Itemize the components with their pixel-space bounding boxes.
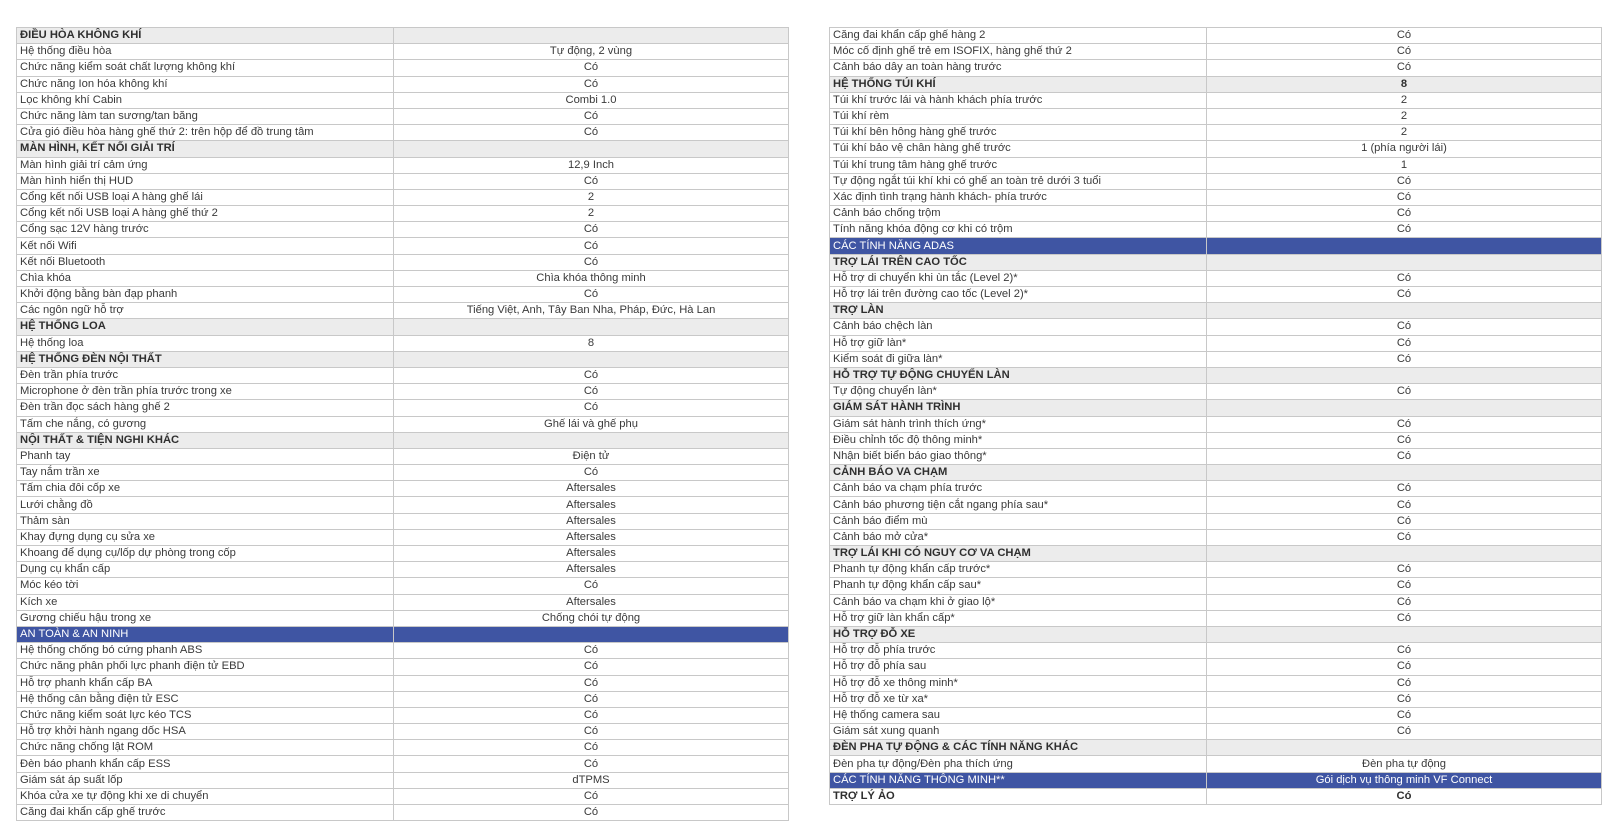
spec-row	[17, 270, 789, 286]
spec-label: HỖ TRỢ TỰ ĐỘNG CHUYỂN LÀN	[830, 367, 1207, 383]
spec-row	[830, 173, 1602, 189]
spec-label: TRỢ LÀN	[830, 303, 1207, 319]
spec-label: Hỗ trợ đỗ xe từ xa*	[830, 691, 1207, 707]
spec-label: Dụng cụ khẩn cấp	[17, 562, 394, 578]
spec-label: Hỗ trợ đỗ phía sau	[830, 659, 1207, 675]
spec-row	[830, 513, 1602, 529]
spec-row	[17, 108, 789, 124]
spec-value: dTPMS	[394, 772, 789, 788]
spec-value: Có	[394, 740, 789, 756]
spec-label: Hỗ trợ phanh khẩn cấp BA	[17, 675, 394, 691]
spec-label: Đèn báo phanh khẩn cấp ESS	[17, 756, 394, 772]
spec-value: Có	[394, 254, 789, 270]
spec-row	[17, 157, 789, 173]
spec-row	[17, 546, 789, 562]
spec-label: Hỗ trợ khởi hành ngang dốc HSA	[17, 724, 394, 740]
spec-value	[394, 351, 789, 367]
spec-label: Cảnh báo va chạm khi ở giao lộ*	[830, 594, 1207, 610]
spec-label: Tự động ngắt túi khí khi có ghế an toàn trẻ dưới 3 tuổi	[830, 173, 1207, 189]
spec-value: Có	[394, 691, 789, 707]
spec-row	[17, 44, 789, 60]
spec-value: Có	[1207, 60, 1602, 76]
spec-label: Căng đai khẩn cấp ghế hàng 2	[830, 28, 1207, 44]
spec-row	[17, 254, 789, 270]
spec-value: 2	[394, 206, 789, 222]
spec-row	[830, 189, 1602, 205]
spec-label: Cảnh báo mở cửa*	[830, 529, 1207, 545]
spec-row	[17, 756, 789, 772]
spec-value	[394, 626, 789, 642]
spec-label: NỘI THẤT & TIỆN NGHI KHÁC	[17, 432, 394, 448]
spec-value: Có	[1207, 432, 1602, 448]
spec-value: Có	[1207, 28, 1602, 44]
spec-value	[394, 141, 789, 157]
spec-row	[17, 222, 789, 238]
spec-label: Khởi động bằng bàn đạp phanh	[17, 287, 394, 303]
spec-label: Các ngôn ngữ hỗ trợ	[17, 303, 394, 319]
spec-label: Hệ thống chống bó cứng phanh ABS	[17, 643, 394, 659]
spec-row	[830, 416, 1602, 432]
spec-value: 2	[1207, 125, 1602, 141]
spec-value: 1 (phía người lái)	[1207, 141, 1602, 157]
spec-label: Kiểm soát đi giữa làn*	[830, 351, 1207, 367]
section-header-row	[17, 319, 789, 335]
spec-label: Cảnh báo chống trộm	[830, 206, 1207, 222]
spec-label: Hệ thống điều hòa	[17, 44, 394, 60]
section-header-row	[830, 303, 1602, 319]
spec-value: Có	[394, 173, 789, 189]
spec-value: Có	[394, 384, 789, 400]
spec-label: Tấm che nắng, có gương	[17, 416, 394, 432]
spec-row	[830, 675, 1602, 691]
spec-label: CÁC TÍNH NĂNG THÔNG MINH**	[830, 772, 1207, 788]
spec-label: Hỗ trợ đỗ phía trước	[830, 643, 1207, 659]
spec-value	[394, 319, 789, 335]
spec-row	[17, 724, 789, 740]
section-header-row	[830, 546, 1602, 562]
spec-row	[17, 513, 789, 529]
spec-label: Kết nối Wifi	[17, 238, 394, 254]
left-spec-table	[16, 27, 789, 821]
spec-label: TRỢ LÁI TRÊN CAO TỐC	[830, 254, 1207, 270]
spec-label: Cổng sạc 12V hàng trước	[17, 222, 394, 238]
spec-value	[1207, 303, 1602, 319]
spec-label: Phanh tự động khẩn cấp sau*	[830, 578, 1207, 594]
section-banner-row	[830, 772, 1602, 788]
spec-row	[17, 659, 789, 675]
spec-row	[830, 643, 1602, 659]
spec-row	[17, 76, 789, 92]
spec-value: Có	[394, 724, 789, 740]
spec-row	[17, 578, 789, 594]
spec-label: Phanh tự động khẩn cấp trước*	[830, 562, 1207, 578]
spec-value: Có	[394, 400, 789, 416]
spec-value: Có	[1207, 529, 1602, 545]
spec-value: Có	[394, 76, 789, 92]
spec-value: 2	[1207, 92, 1602, 108]
spec-row	[17, 173, 789, 189]
spec-value	[1207, 367, 1602, 383]
spec-row	[17, 92, 789, 108]
spec-value: 2	[1207, 108, 1602, 124]
spec-value: Có	[394, 287, 789, 303]
spec-row	[17, 287, 789, 303]
spec-row	[17, 691, 789, 707]
spec-value: Có	[1207, 724, 1602, 740]
spec-value: Có	[394, 238, 789, 254]
spec-value: Có	[394, 805, 789, 821]
spec-value: 12,9 Inch	[394, 157, 789, 173]
spec-row	[830, 448, 1602, 464]
spec-value: Có	[1207, 206, 1602, 222]
spec-value: Chìa khóa thông minh	[394, 270, 789, 286]
spec-value: Aftersales	[394, 546, 789, 562]
spec-row	[17, 465, 789, 481]
spec-label: Chức năng chống lật ROM	[17, 740, 394, 756]
spec-row	[17, 497, 789, 513]
spec-label: Cổng kết nối USB loại A hàng ghế thứ 2	[17, 206, 394, 222]
spec-label: Căng đai khẩn cấp ghế trước	[17, 805, 394, 821]
spec-row	[17, 60, 789, 76]
spec-row	[830, 691, 1602, 707]
spec-label: Khay đựng dụng cụ sửa xe	[17, 529, 394, 545]
spec-value: Có	[1207, 562, 1602, 578]
left-spec-table-body	[17, 28, 789, 821]
spec-value: Có	[394, 643, 789, 659]
spec-value: Có	[1207, 173, 1602, 189]
spec-value: Có	[1207, 788, 1602, 804]
spec-value: Tiếng Việt, Anh, Tây Ban Nha, Pháp, Đức, Hà Lan	[394, 303, 789, 319]
spec-value: Có	[394, 675, 789, 691]
spec-row	[17, 772, 789, 788]
spec-row	[17, 367, 789, 383]
spec-row	[830, 92, 1602, 108]
spec-label: Hỗ trợ đỗ xe thông minh*	[830, 675, 1207, 691]
spec-row	[17, 125, 789, 141]
spec-row	[830, 319, 1602, 335]
spec-label: Túi khí trung tâm hàng ghế trước	[830, 157, 1207, 173]
section-banner-row	[17, 626, 789, 642]
spec-value	[394, 28, 789, 44]
spec-value: Aftersales	[394, 594, 789, 610]
spec-label: Giám sát hành trình thích ứng*	[830, 416, 1207, 432]
spec-value	[1207, 546, 1602, 562]
spec-value: Có	[1207, 594, 1602, 610]
spec-label: Lọc không khí Cabin	[17, 92, 394, 108]
spec-label: TRỢ LÝ ẢO	[830, 788, 1207, 804]
spec-value: Có	[1207, 351, 1602, 367]
spec-row	[830, 125, 1602, 141]
section-header-row	[17, 141, 789, 157]
spec-value: Có	[394, 222, 789, 238]
spec-label: Gương chiếu hậu trong xe	[17, 610, 394, 626]
spec-value: Có	[394, 707, 789, 723]
spec-row	[830, 287, 1602, 303]
spec-value: Có	[1207, 643, 1602, 659]
spec-value: Tự động, 2 vùng	[394, 44, 789, 60]
spec-value: Có	[1207, 481, 1602, 497]
spec-value: Có	[394, 465, 789, 481]
spec-label: Túi khí rèm	[830, 108, 1207, 124]
spec-value: Có	[394, 60, 789, 76]
spec-label: Chức năng kiểm soát chất lượng không khí	[17, 60, 394, 76]
spec-label: Tay nắm trần xe	[17, 465, 394, 481]
spec-label: Chức năng kiểm soát lực kéo TCS	[17, 707, 394, 723]
spec-label: Hỗ trợ giữ làn khẩn cấp*	[830, 610, 1207, 626]
spec-row	[830, 270, 1602, 286]
section-header-row	[830, 788, 1602, 804]
spec-value: 8	[394, 335, 789, 351]
spec-label: Móc kéo tời	[17, 578, 394, 594]
spec-label: Đèn trần đọc sách hàng ghế 2	[17, 400, 394, 416]
spec-value: Có	[1207, 287, 1602, 303]
spec-label: HỆ THỐNG TÚI KHÍ	[830, 76, 1207, 92]
spec-row	[17, 448, 789, 464]
spec-label: CẢNH BÁO VA CHẠM	[830, 465, 1207, 481]
spec-row	[830, 432, 1602, 448]
spec-row	[830, 108, 1602, 124]
spec-row	[830, 578, 1602, 594]
section-header-row	[830, 400, 1602, 416]
right-spec-table	[829, 27, 1602, 805]
spec-label: Chức năng Ion hóa không khí	[17, 76, 394, 92]
spec-value: Có	[394, 578, 789, 594]
spec-label: HỆ THỐNG ĐÈN NỘI THẤT	[17, 351, 394, 367]
spec-value: Có	[394, 788, 789, 804]
spec-value: Có	[394, 756, 789, 772]
spec-row	[830, 707, 1602, 723]
spec-value: Aftersales	[394, 497, 789, 513]
spec-row	[17, 805, 789, 821]
spec-value: Có	[1207, 675, 1602, 691]
spec-value: Chống chói tự động	[394, 610, 789, 626]
spec-value: Có	[1207, 578, 1602, 594]
spec-row	[830, 157, 1602, 173]
spec-value	[1207, 400, 1602, 416]
spec-label: Móc cố định ghế trẻ em ISOFIX, hàng ghế thứ 2	[830, 44, 1207, 60]
section-header-row	[830, 465, 1602, 481]
spec-value: Có	[1207, 416, 1602, 432]
spec-label: Khóa cửa xe tự động khi xe di chuyển	[17, 788, 394, 804]
spec-row	[17, 189, 789, 205]
spec-value: Aftersales	[394, 513, 789, 529]
spec-label: Cảnh báo dây an toàn hàng trước	[830, 60, 1207, 76]
spec-label: Màn hình hiển thị HUD	[17, 173, 394, 189]
spec-value: Có	[1207, 222, 1602, 238]
spec-label: Cửa gió điều hòa hàng ghế thứ 2: trên hộp để đồ trung tâm	[17, 125, 394, 141]
spec-label: Điều chỉnh tốc độ thông minh*	[830, 432, 1207, 448]
spec-value: Có	[1207, 610, 1602, 626]
spec-value: Có	[1207, 659, 1602, 675]
spec-row	[17, 384, 789, 400]
spec-value: Có	[1207, 270, 1602, 286]
spec-row	[830, 206, 1602, 222]
spec-label: Tính năng khóa động cơ khi có trộm	[830, 222, 1207, 238]
spec-value: Aftersales	[394, 562, 789, 578]
spec-label: Đèn trần phía trước	[17, 367, 394, 383]
spec-value: Có	[394, 367, 789, 383]
spec-label: Cổng kết nối USB loại A hàng ghế lái	[17, 189, 394, 205]
spec-label: ĐIỀU HÒA KHÔNG KHÍ	[17, 28, 394, 44]
spec-value: 1	[1207, 157, 1602, 173]
spec-label: Chìa khóa	[17, 270, 394, 286]
spec-label: Nhận biết biển báo giao thông*	[830, 448, 1207, 464]
spec-row	[830, 529, 1602, 545]
spec-label: Hỗ trợ lái trên đường cao tốc (Level 2)*	[830, 287, 1207, 303]
spec-label: TRỢ LÁI KHI CÓ NGUY CƠ VA CHẠM	[830, 546, 1207, 562]
spec-row	[830, 351, 1602, 367]
spec-value: Có	[1207, 497, 1602, 513]
section-header-row	[830, 367, 1602, 383]
spec-row	[17, 335, 789, 351]
spec-label: Cảnh báo phương tiện cắt ngang phía sau*	[830, 497, 1207, 513]
spec-row	[830, 28, 1602, 44]
spec-label: Túi khí bảo vệ chân hàng ghế trước	[830, 141, 1207, 157]
spec-label: Kết nối Bluetooth	[17, 254, 394, 270]
spec-label: ĐÈN PHA TỰ ĐỘNG & CÁC TÍNH NĂNG KHÁC	[830, 740, 1207, 756]
section-header-row	[17, 351, 789, 367]
right-spec-table-body	[830, 28, 1602, 805]
spec-value: 8	[1207, 76, 1602, 92]
spec-value	[1207, 626, 1602, 642]
spec-row	[830, 756, 1602, 772]
spec-value: Gói dịch vụ thông minh VF Connect	[1207, 772, 1602, 788]
section-banner-row	[830, 238, 1602, 254]
spec-value: Đèn pha tự động	[1207, 756, 1602, 772]
spec-label: Hỗ trợ giữ làn*	[830, 335, 1207, 351]
spec-label: Microphone ở đèn trần phía trước trong xe	[17, 384, 394, 400]
spec-label: Chức năng làm tan sương/tan băng	[17, 108, 394, 124]
spec-value: Aftersales	[394, 529, 789, 545]
section-header-row	[830, 740, 1602, 756]
spec-label: Tự động chuyển làn*	[830, 384, 1207, 400]
spec-row	[17, 740, 789, 756]
spec-row	[830, 594, 1602, 610]
spec-label: MÀN HÌNH, KẾT NỐI GIẢI TRÍ	[17, 141, 394, 157]
spec-row	[830, 497, 1602, 513]
spec-value	[394, 432, 789, 448]
spec-label: Tấm chia đôi cốp xe	[17, 481, 394, 497]
spec-value: Có	[1207, 189, 1602, 205]
spec-value	[1207, 465, 1602, 481]
spec-label: HỖ TRỢ ĐỖ XE	[830, 626, 1207, 642]
spec-value: Điện tử	[394, 448, 789, 464]
spec-value: Có	[1207, 319, 1602, 335]
spec-label: Hệ thống cân bằng điện tử ESC	[17, 691, 394, 707]
spec-label: Khoang để dụng cụ/lốp dự phòng trong cốp	[17, 546, 394, 562]
section-header-row	[830, 254, 1602, 270]
spec-value: Có	[394, 125, 789, 141]
spec-value: Có	[394, 659, 789, 675]
spec-label: Kích xe	[17, 594, 394, 610]
spec-label: Đèn pha tự động/Đèn pha thích ứng	[830, 756, 1207, 772]
spec-row	[17, 238, 789, 254]
spec-row	[830, 659, 1602, 675]
spec-row	[17, 400, 789, 416]
spec-value: Có	[1207, 513, 1602, 529]
spec-row	[17, 562, 789, 578]
spec-row	[830, 44, 1602, 60]
spec-row	[17, 303, 789, 319]
spec-row	[830, 610, 1602, 626]
spec-label: Lưới chằng đồ	[17, 497, 394, 513]
spec-label: GIÁM SÁT HÀNH TRÌNH	[830, 400, 1207, 416]
spec-value: Có	[1207, 335, 1602, 351]
spec-value	[1207, 254, 1602, 270]
spec-value: Ghế lái và ghế phụ	[394, 416, 789, 432]
spec-label: Cảnh báo điểm mù	[830, 513, 1207, 529]
spec-row	[830, 60, 1602, 76]
spec-label: Giám sát xung quanh	[830, 724, 1207, 740]
section-header-row	[17, 28, 789, 44]
spec-row	[17, 788, 789, 804]
spec-row	[17, 206, 789, 222]
spec-row	[17, 529, 789, 545]
spec-label: AN TOÀN & AN NINH	[17, 626, 394, 642]
spec-value: Aftersales	[394, 481, 789, 497]
spec-label: Cảnh báo chệch làn	[830, 319, 1207, 335]
spec-label: HỆ THỐNG LOA	[17, 319, 394, 335]
spec-value: 2	[394, 189, 789, 205]
section-header-row	[17, 432, 789, 448]
spec-row	[17, 707, 789, 723]
spec-value: Có	[1207, 384, 1602, 400]
spec-row	[830, 481, 1602, 497]
spec-row	[17, 675, 789, 691]
spec-row	[830, 335, 1602, 351]
spec-label: Cảnh báo va chạm phía trước	[830, 481, 1207, 497]
section-header-row	[830, 76, 1602, 92]
spec-row	[830, 562, 1602, 578]
spec-row	[17, 643, 789, 659]
spec-row	[17, 610, 789, 626]
spec-label: Màn hình giải trí cảm ứng	[17, 157, 394, 173]
spec-label: Túi khí trước lái và hành khách phía trước	[830, 92, 1207, 108]
spec-value: Có	[394, 108, 789, 124]
spec-row	[17, 416, 789, 432]
spec-label: Chức năng phân phối lực phanh điện tử EBD	[17, 659, 394, 675]
spec-row	[17, 594, 789, 610]
spec-value: Combi 1.0	[394, 92, 789, 108]
spec-label: Hỗ trợ di chuyển khi ùn tắc (Level 2)*	[830, 270, 1207, 286]
spec-value: Có	[1207, 691, 1602, 707]
spec-row	[830, 384, 1602, 400]
spec-label: CÁC TÍNH NĂNG ADAS	[830, 238, 1207, 254]
spec-value	[1207, 740, 1602, 756]
spec-label: Hệ thống camera sau	[830, 707, 1207, 723]
spec-label: Thảm sàn	[17, 513, 394, 529]
spec-label: Phanh tay	[17, 448, 394, 464]
section-header-row	[830, 626, 1602, 642]
spec-value: Có	[1207, 44, 1602, 60]
spec-row	[830, 141, 1602, 157]
spec-label: Túi khí bên hông hàng ghế trước	[830, 125, 1207, 141]
spec-value: Có	[1207, 707, 1602, 723]
spec-value	[1207, 238, 1602, 254]
spec-row	[830, 724, 1602, 740]
spec-value: Có	[1207, 448, 1602, 464]
spec-row	[17, 481, 789, 497]
spec-label: Xác định tình trạng hành khách- phía trước	[830, 189, 1207, 205]
spec-label: Giám sát áp suất lốp	[17, 772, 394, 788]
spec-label: Hệ thống loa	[17, 335, 394, 351]
spec-row	[830, 222, 1602, 238]
